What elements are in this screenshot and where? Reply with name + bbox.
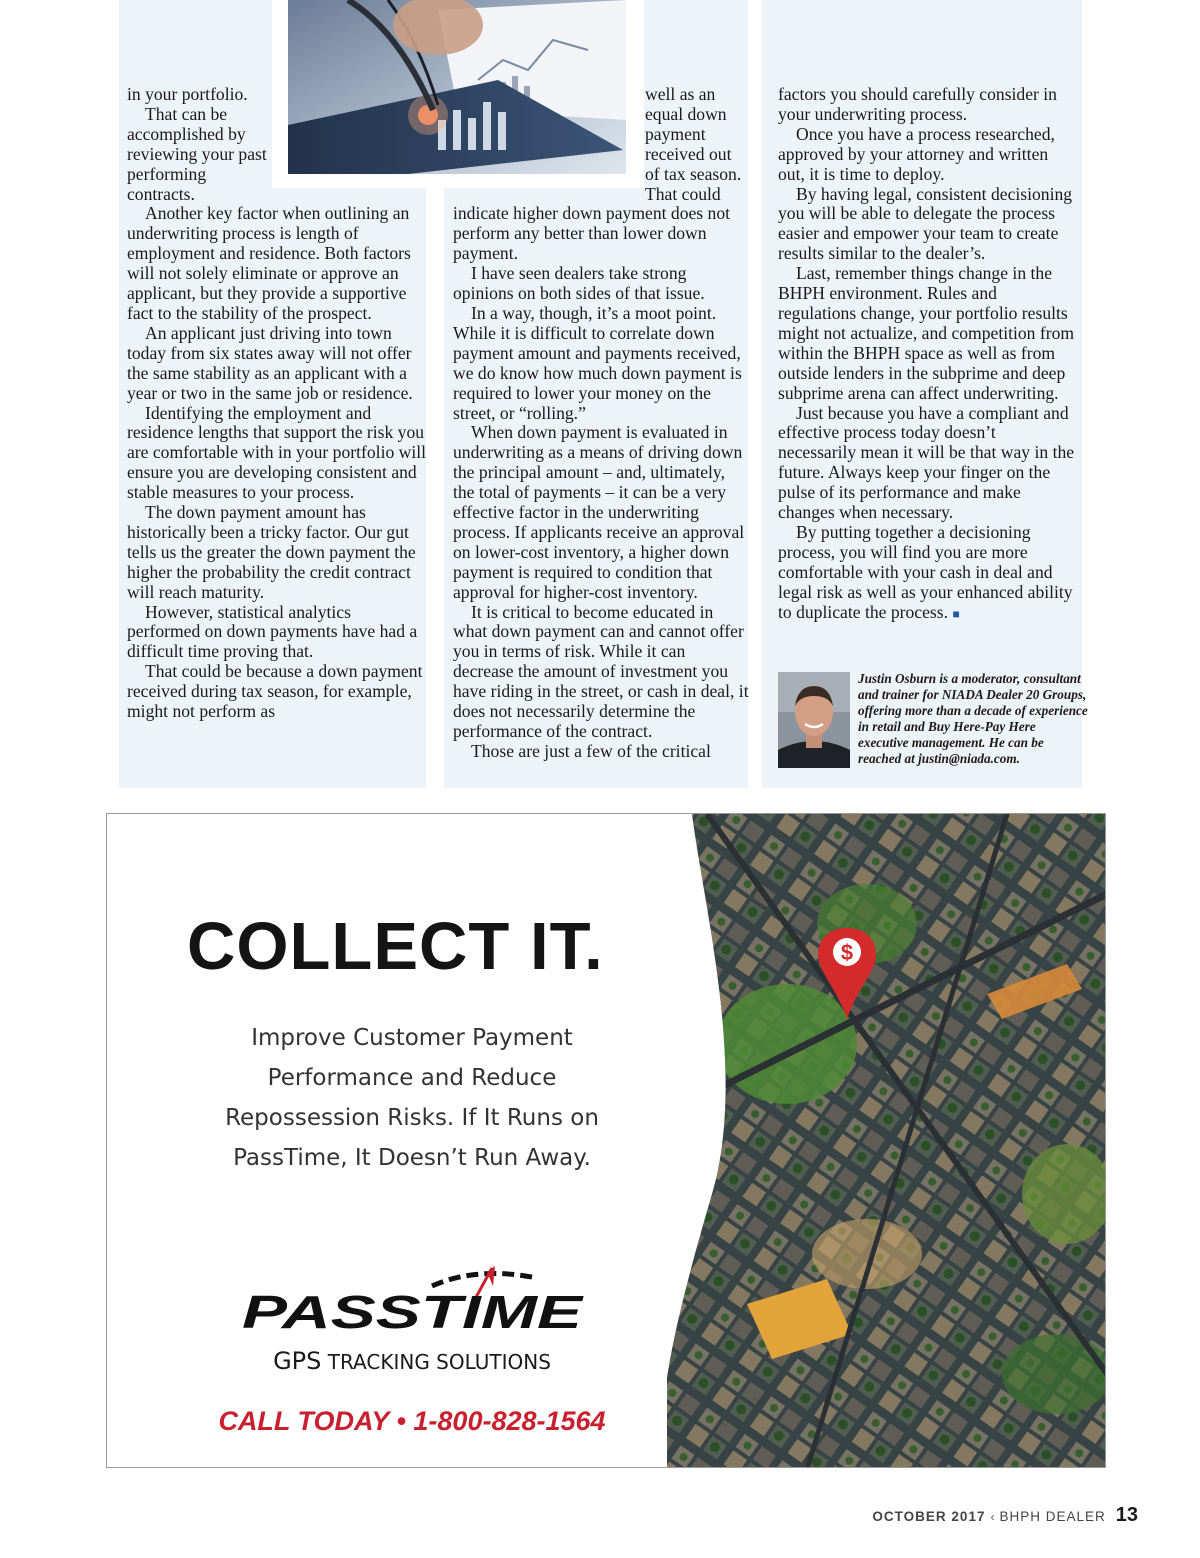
call-to-action-phone[interactable]: CALL TODAY • 1-800-828-1564 [218, 1406, 606, 1436]
paragraph: When down payment is evaluated in underwriting as a means of driving down the principal amount – and, ultimately, the total of payments – it can be a very effective factor in the underwriting process. If applicants receive an approval on lower-cost inventory, a higher down payment is required to condition that approval for higher-cost inventory. [453, 422, 745, 602]
end-mark-icon: ■ [952, 606, 960, 621]
ad-headline: COLLECT IT. [187, 909, 604, 984]
paragraph [778, 523, 1078, 625]
pin-dollar-symbol: $ [840, 940, 854, 965]
paragraph: Once you have a process researched, approved by your attorney and written out, it is time to deploy. [778, 123, 1055, 184]
ad-body-line: Performance and Reduce [267, 1065, 557, 1091]
page-number: 13 [1115, 1504, 1138, 1526]
article-column-2 [453, 85, 749, 762]
paragraph: in your portfolio. [127, 84, 248, 104]
paragraph: Just because you have a compliant and effective process today doesn’t necessarily mean it will be that way in the future. Always keep your finger on the pulse of its performance and make changes when necessary. [778, 402, 1075, 523]
photo-wrap-space [453, 85, 645, 190]
ad-body-line: Repossession Risks. If It Runs on [225, 1105, 599, 1131]
tagline-gps: GPS [273, 1347, 322, 1375]
publication-name: BHPH DEALER [999, 1509, 1106, 1524]
paragraph: Those are just a few of the critical [471, 740, 711, 761]
paragraph: That could be because a down payment received during tax season, for example, might not perform as [127, 661, 423, 722]
paragraph: Last, remember things change in the BHPH environment. Rules and regulations change, your portfolio results might not actualize, and competition from within the BHPH space as well as from outside lenders in the subprime and deep subprime arena can affect underwriting. [778, 263, 1075, 403]
ad-body-line: Improve Customer Payment [251, 1025, 573, 1051]
paragraph: It is critical to become educated in what down payment can and cannot offer you in terms of risk. While it can decrease the amount of investment you have riding in the street, or cash in deal, it does not necessarily determine the performance of the contract. [453, 601, 749, 741]
paragraph: By having legal, consistent decisioning you will be able to delegate the process easier and empower your team to create results similar to the dealer’s. [778, 183, 1073, 264]
passtime-advertisement[interactable] [106, 813, 1106, 1468]
paragraph-text: By putting together a decisioning process, you will find you are more comfortable with your cash in deal and legal risk as well as your enhanced ability to duplicate the process. [778, 521, 1073, 622]
paragraph: An applicant just driving into town today from six states away will not offer the same stability as an applicant with a year or two in the same job or residence. [127, 322, 413, 403]
brand-tagline [237, 1347, 587, 1375]
tagline-rest: TRACKING SOLUTIONS [327, 1350, 551, 1374]
article-column-3 [778, 85, 1078, 624]
ad-body-line: PassTime, It Doesn’t Run Away. [233, 1145, 591, 1171]
ad-body [187, 1018, 637, 1178]
paragraph: However, statistical analytics performed on down payments have had a difficult time proving that. [127, 601, 418, 662]
brand-wordmark: PASSTIME [242, 1286, 584, 1334]
paragraph: Identifying the employment and residence lengths that support the risk you are comfortable with in your portfolio will ensure you are developing consistent and stable measures to your process. [127, 402, 427, 503]
paragraph: Another key factor when outlining an underwriting process is length of employment and residence. Both factors will not solely eliminate or approve an applicant, but they provide a supportive fact to the stability of the prospect. [127, 203, 411, 323]
paragraph: That can be accomplished by reviewing your past performing contracts. [127, 103, 267, 204]
issue-date: OCTOBER 2017 [872, 1509, 986, 1524]
author-bio: Justin Osburn is a moderator, consultant and trainer for NIADA Dealer 20 Groups, offering more than a decade of experience in retail and Buy Here-Pay Here executive management. He can be reached at justin@niada.com. [858, 671, 1088, 766]
page-footer [872, 1504, 1138, 1527]
chevron-left-icon: ‹ [990, 1510, 995, 1524]
article-column-1 [127, 85, 427, 722]
author-headshot [778, 672, 850, 768]
paragraph: well as an equal down payment received out of tax season. That could indicate higher down payment does not perform any better than lower down payment. [453, 84, 742, 264]
paragraph: I have seen dealers take strong opinions on both sides of that issue. [453, 263, 705, 304]
paragraph: In a way, though, it’s a moot point. While it is difficult to correlate down payment amount and payments received, we do know how much down payment is required to lower your money on the street, or “rolling.” [453, 302, 742, 423]
paragraph: The down payment amount has historically been a tricky factor. Our gut tells us the greater the down payment the higher the probability the credit contract will reach maturity. [127, 502, 416, 602]
passtime-logo [237, 1264, 587, 1334]
paragraph: factors you should carefully consider in your underwriting process. [778, 84, 1057, 124]
